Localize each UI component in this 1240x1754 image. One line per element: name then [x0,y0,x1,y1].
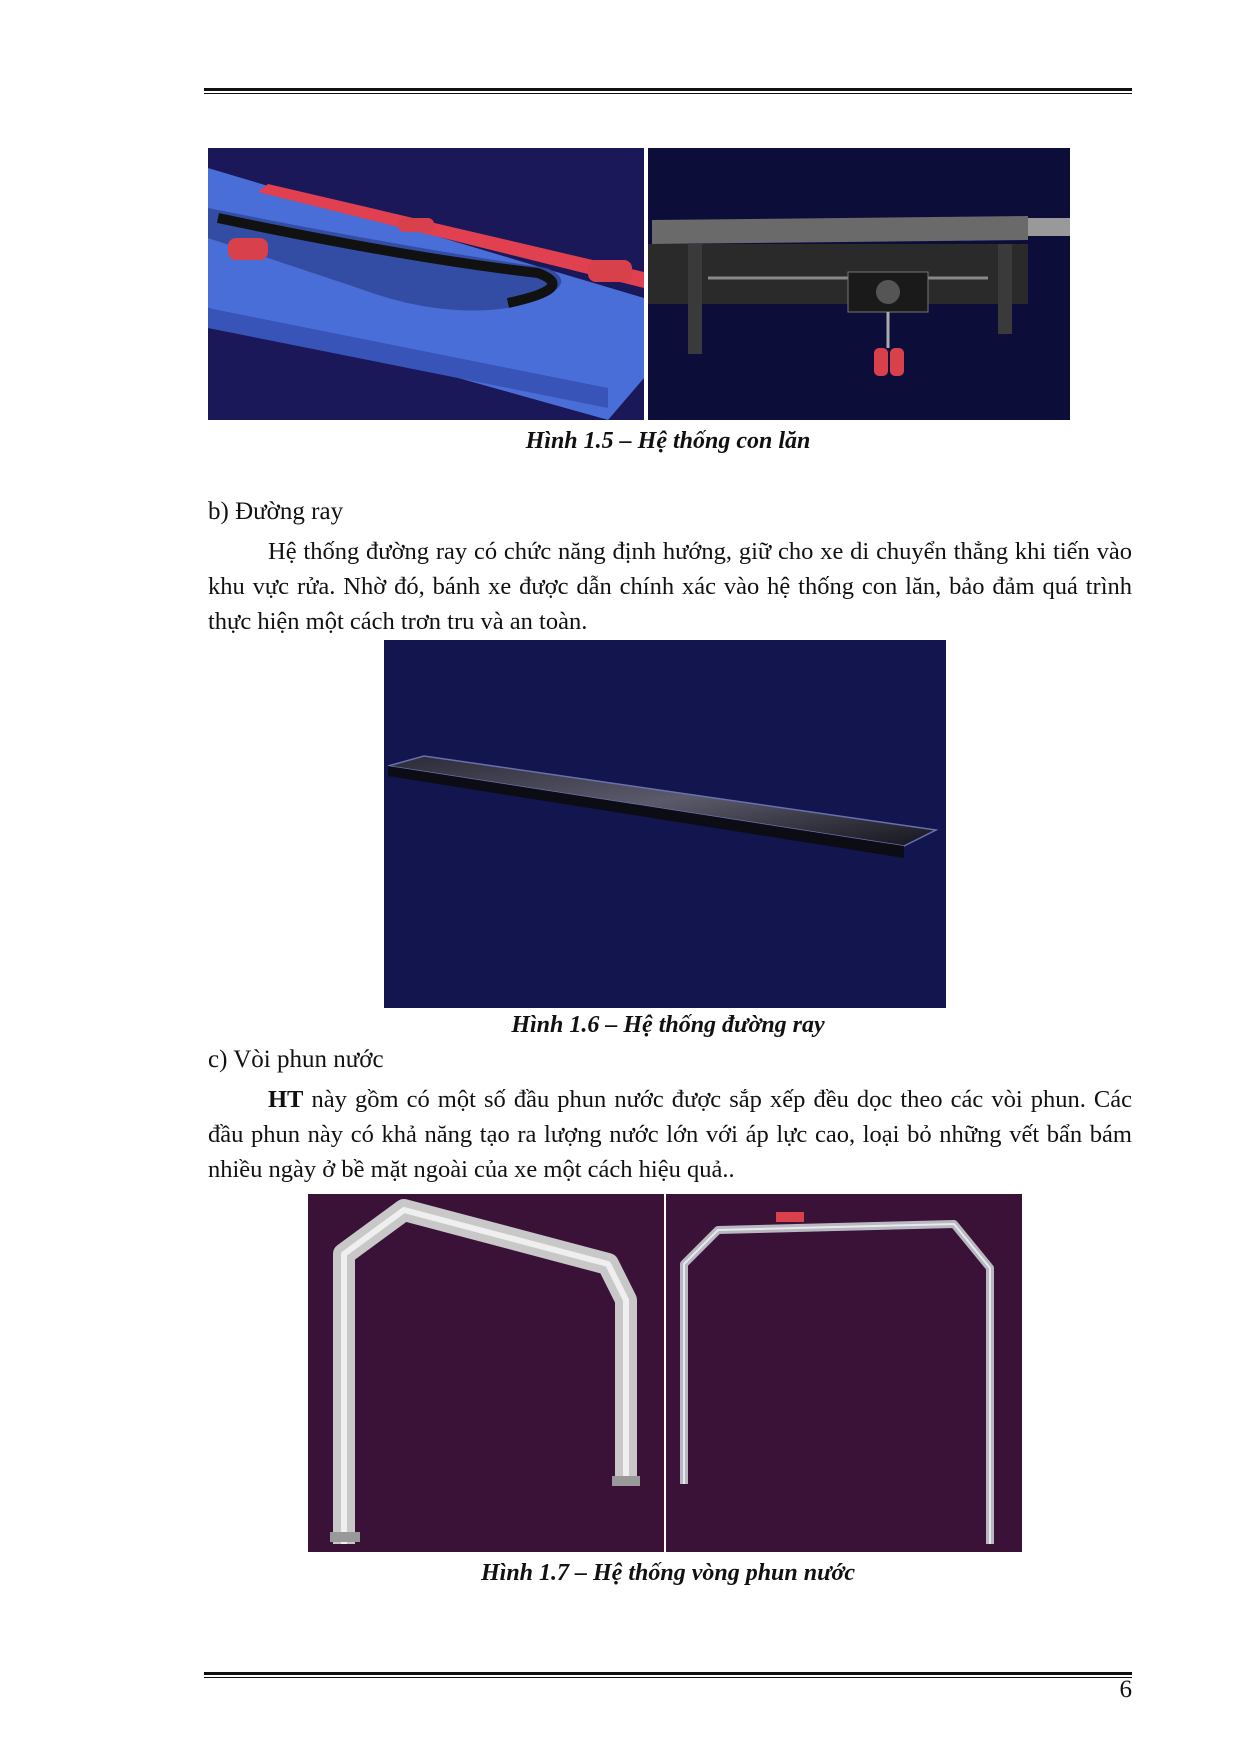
roller-mechanism-image [648,148,1070,420]
section-paragraph-c-text: này gồm có một số đầu phun nước được sắp xếp đều dọc theo các vòi phun. Các đầu phun này có khả năng tạo ra lượng nước lớn với áp lực cao, loại bỏ những vết bẩn bám nhiều ngày ở bề mặt ngoài của xe một cách hiệu quả.. [208,1086,1132,1183]
figure-caption-1-7: Hình 1.7 – Hệ thống vòng phun nước [480,1560,855,1586]
section-heading-c: c) Vòi phun nước [208,1046,384,1073]
page-number: 6 [1119,1676,1132,1703]
footer-rule [204,1672,1132,1678]
figure-caption-1-6: Hình 1.6 – Hệ thống đường ray [511,1012,825,1038]
header-rule [204,88,1132,94]
roller-platform-image [208,148,644,420]
abbreviation-ht: HT [268,1086,304,1113]
section-heading-b: b) Đường ray [208,498,344,525]
spray-arch-image-left [308,1194,664,1552]
section-paragraph-c [208,1082,1132,1187]
section-paragraph-b: Hệ thống đường ray có chức năng định hướng, giữ cho xe di chuyển thẳng khi tiến vào khu vực rửa. Nhờ đó, bánh xe được dẫn chính xác vào hệ thống con lăn, bảo đảm quá trình thực hiện một cách trơn tru và an toàn. [208,538,1132,635]
rail-image [384,640,946,1008]
spray-arch-image-right [666,1194,1022,1552]
figure-caption-1-5: Hình 1.5 – Hệ thống con lăn [525,428,811,454]
